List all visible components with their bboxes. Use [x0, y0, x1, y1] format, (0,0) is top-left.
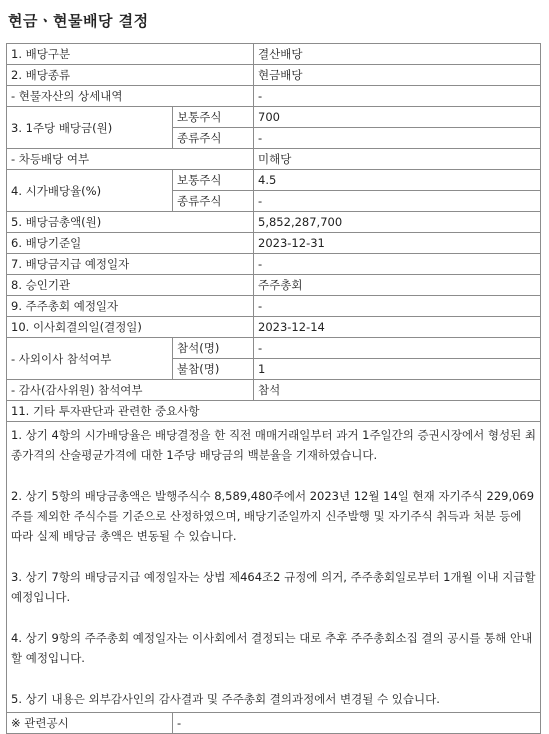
row-label: - 현물자산의 상세내역 — [7, 86, 254, 107]
row-value: - — [254, 296, 541, 317]
row-value: - — [254, 191, 541, 212]
row-value: 참석 — [254, 380, 541, 401]
row-value: 2023-12-14 — [254, 317, 541, 338]
row-value: - — [254, 254, 541, 275]
row-label: ※ 관련공시 — [7, 713, 173, 734]
note-paragraph: 3. 상기 7항의 배당금지급 예정일자는 상법 제464조2 규정에 의거, 주주총회일로부터 1개월 이내 지급할 예정입니다. — [11, 570, 536, 604]
table-row — [7, 170, 541, 191]
table-row — [7, 44, 541, 65]
row-value: 5,852,287,700 — [254, 212, 541, 233]
table-row — [7, 401, 541, 422]
row-sublabel: 불참(명) — [173, 359, 254, 380]
row-label: 10. 이사회결의일(결정일) — [7, 317, 254, 338]
note-paragraph: 2. 상기 5항의 배당금총액은 발행주식수 8,589,480주에서 2023년 12월 14일 현재 자기주식 229,069주를 제외한 주식수를 기준으로 산정하였으며, 배당기준일까지 신주발행 및 자기주식 취득과 처분 등에 따라 실제 배당금 총액은 변동될 수 있습니다. — [11, 489, 535, 543]
row-label: 11. 기타 투자판단과 관련한 중요사항 — [7, 401, 541, 422]
table-row — [7, 212, 541, 233]
row-label: 3. 1주당 배당금(원) — [7, 107, 173, 149]
row-value: 700 — [254, 107, 541, 128]
row-value: 결산배당 — [254, 44, 541, 65]
note-paragraph: 5. 상기 내용은 외부감사인의 감사결과 및 주주총회 결의과정에서 변경될 수 있습니다. — [11, 692, 440, 706]
row-value: - — [173, 713, 541, 734]
table-row — [7, 254, 541, 275]
row-label: 9. 주주총회 예정일자 — [7, 296, 254, 317]
row-sublabel: 참석(명) — [173, 338, 254, 359]
table-row — [7, 713, 541, 734]
note-paragraph: 1. 상기 4항의 시가배당율은 배당결정을 한 직전 매매거래일부터 과거 1주일간의 증권시장에서 형성된 최종가격의 산술평균가격에 대한 1주당 배당금의 백분율을 기재하였습니다. — [11, 428, 536, 462]
table-row — [7, 149, 541, 170]
row-value: - — [254, 128, 541, 149]
row-label: - 차등배당 여부 — [7, 149, 254, 170]
table-row — [7, 65, 541, 86]
row-label: 1. 배당구분 — [7, 44, 254, 65]
row-sublabel: 종류주식 — [173, 128, 254, 149]
page-title: 현금ㆍ현물배당 결정 — [8, 12, 149, 30]
dividend-table — [6, 43, 541, 734]
row-sublabel: 보통주식 — [173, 170, 254, 191]
row-label: 8. 승인기관 — [7, 275, 254, 296]
row-label: 6. 배당기준일 — [7, 233, 254, 254]
row-value: 미해당 — [254, 149, 541, 170]
table-row — [7, 296, 541, 317]
row-sublabel: 보통주식 — [173, 107, 254, 128]
row-value: 현금배당 — [254, 65, 541, 86]
note-paragraph: 4. 상기 9항의 주주총회 예정일자는 이사회에서 결정되는 대로 추후 주주총회소집 결의 공시를 통해 안내할 예정입니다. — [11, 631, 533, 665]
notes-cell — [7, 422, 541, 713]
row-label: 2. 배당종류 — [7, 65, 254, 86]
row-label: 7. 배당금지급 예정일자 — [7, 254, 254, 275]
table-row — [7, 317, 541, 338]
row-value: 4.5 — [254, 170, 541, 191]
row-label: - 사외이사 참석여부 — [7, 338, 173, 380]
table-row — [7, 380, 541, 401]
notes-row — [7, 422, 541, 713]
row-label: - 감사(감사위원) 참석여부 — [7, 380, 254, 401]
table-row — [7, 86, 541, 107]
table-row — [7, 107, 541, 128]
table-row — [7, 275, 541, 296]
row-value: - — [254, 338, 541, 359]
row-sublabel: 종류주식 — [173, 191, 254, 212]
row-value: 1 — [254, 359, 541, 380]
table-row — [7, 338, 541, 359]
row-value: 2023-12-31 — [254, 233, 541, 254]
row-label: 5. 배당금총액(원) — [7, 212, 254, 233]
row-value: 주주총회 — [254, 275, 541, 296]
row-value: - — [254, 86, 541, 107]
table-row — [7, 233, 541, 254]
row-label: 4. 시가배당율(%) — [7, 170, 173, 212]
